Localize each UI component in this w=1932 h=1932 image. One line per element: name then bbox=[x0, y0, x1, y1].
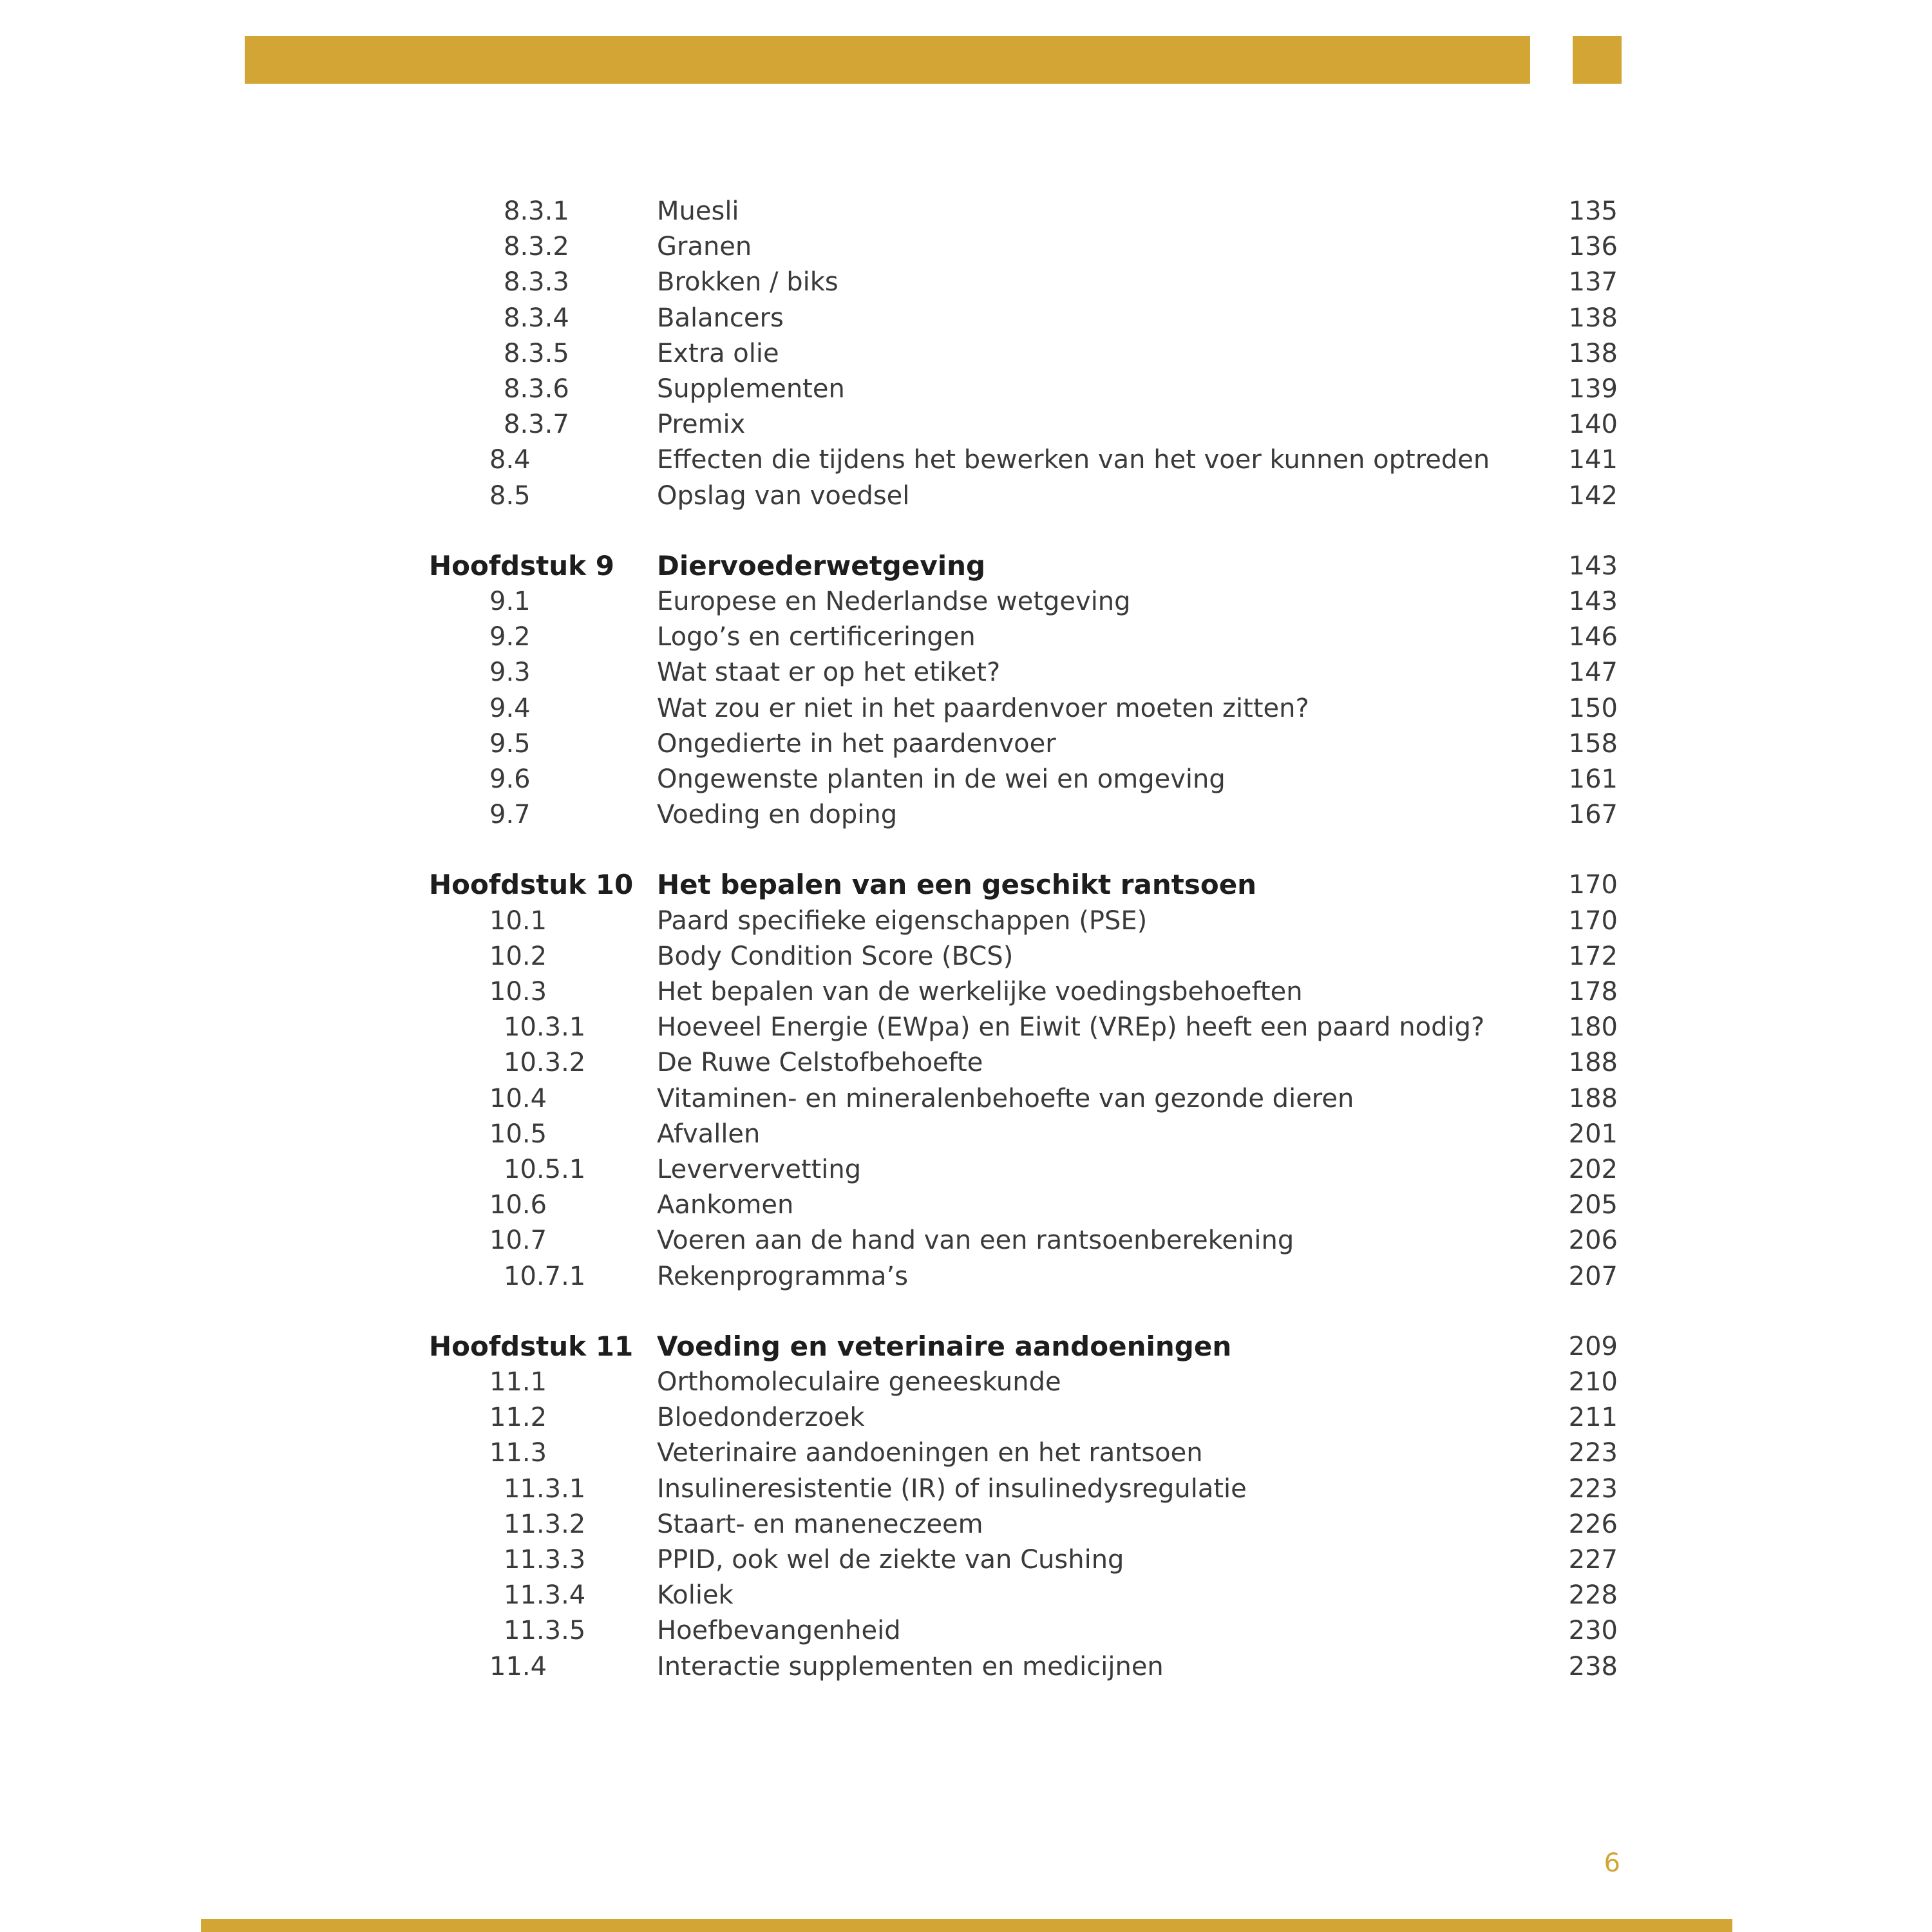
toc-entry-title: Body Condition Score (BCS) bbox=[657, 942, 1014, 971]
toc-entry-title: Wat staat er op het etiket? bbox=[657, 658, 1001, 687]
toc-entry-page: 223 bbox=[1568, 1438, 1618, 1468]
toc-entry-row bbox=[0, 1081, 1932, 1117]
toc-entry-page: 170 bbox=[1568, 870, 1618, 900]
toc-entry-page: 238 bbox=[1568, 1652, 1618, 1681]
toc-entry-page: 161 bbox=[1568, 764, 1618, 794]
toc-entry-page: 210 bbox=[1568, 1367, 1618, 1397]
toc-entry-page: 172 bbox=[1568, 942, 1618, 971]
toc-entry-number: Hoofdstuk 10 bbox=[429, 869, 634, 900]
toc-entry-number: 10.5.1 bbox=[504, 1155, 586, 1184]
toc-entry-row bbox=[0, 1613, 1932, 1649]
top-accent-bar bbox=[245, 36, 1530, 84]
toc-entry-row bbox=[0, 1471, 1932, 1507]
toc-entry-number: 10.7.1 bbox=[504, 1262, 586, 1291]
toc-entry-row bbox=[0, 726, 1932, 762]
toc-entry-page: 143 bbox=[1568, 587, 1618, 616]
toc-entry-row bbox=[0, 1187, 1932, 1223]
toc-entry-title: Diervoederwetgeving bbox=[657, 550, 986, 582]
toc-entry-title: Premix bbox=[657, 410, 746, 439]
toc-entry-page: 180 bbox=[1568, 1012, 1618, 1042]
toc-entry-number: 8.3.2 bbox=[504, 232, 569, 261]
toc-entry-row bbox=[0, 1151, 1932, 1188]
toc-entry-row bbox=[0, 336, 1932, 372]
toc-entry-page: 223 bbox=[1568, 1474, 1618, 1504]
toc-entry-row bbox=[0, 654, 1932, 690]
toc-entry-number: 10.7 bbox=[489, 1226, 547, 1255]
toc-entry-title: Hoefbevangenheid bbox=[657, 1616, 901, 1645]
toc-entry-row bbox=[0, 406, 1932, 442]
toc-entry-row bbox=[0, 1222, 1932, 1258]
toc-entry-number: 8.5 bbox=[489, 481, 531, 511]
toc-entry-row bbox=[0, 1542, 1932, 1578]
page-number: 6 bbox=[1604, 1848, 1620, 1878]
toc-entry-title: Paard specifieke eigenschappen (PSE) bbox=[657, 906, 1148, 936]
top-accent-block bbox=[1573, 36, 1622, 84]
toc-entry-title: Europese en Nederlandse wetgeving bbox=[657, 587, 1131, 616]
toc-chapter-row bbox=[0, 548, 1932, 584]
toc-entry-title: Granen bbox=[657, 232, 752, 261]
toc-entry-page: 147 bbox=[1568, 658, 1618, 687]
toc-entry-page: 140 bbox=[1568, 410, 1618, 439]
toc-entry-page: 138 bbox=[1568, 303, 1618, 333]
toc-entry-title: Insulineresistentie (IR) of insulinedysregulatie bbox=[657, 1474, 1247, 1504]
toc-entry-row bbox=[0, 1045, 1932, 1081]
toc-entry-row bbox=[0, 761, 1932, 797]
toc-entry-title: Rekenprogramma’s bbox=[657, 1262, 909, 1291]
toc-chapter-row bbox=[0, 1329, 1932, 1365]
toc-entry-number: 8.4 bbox=[489, 445, 531, 475]
toc-entry-row bbox=[0, 974, 1932, 1010]
toc-entry-title: Brokken / biks bbox=[657, 267, 838, 297]
toc-entry-title: Het bepalen van een geschikt rantsoen bbox=[657, 869, 1257, 900]
toc-entry-number: 9.7 bbox=[489, 800, 531, 829]
toc-entry-number: 9.6 bbox=[489, 764, 531, 794]
toc-entry-page: 206 bbox=[1568, 1226, 1618, 1255]
toc-entry-page: 205 bbox=[1568, 1190, 1618, 1220]
toc-entry-title: Extra olie bbox=[657, 339, 779, 368]
toc-entry-row bbox=[0, 797, 1932, 833]
toc-entry-title: Bloedonderzoek bbox=[657, 1403, 865, 1432]
toc-entry-number: 10.3.1 bbox=[504, 1012, 586, 1042]
toc-entry-number: 9.3 bbox=[489, 658, 531, 687]
toc-entry-title: Hoeveel Energie (EWpa) en Eiwit (VREp) heeft een paard nodig? bbox=[657, 1012, 1485, 1042]
toc-entry-row bbox=[0, 1506, 1932, 1542]
toc-entry-row bbox=[0, 229, 1932, 265]
toc-entry-title: Muesli bbox=[657, 196, 739, 226]
toc-entry-row bbox=[0, 371, 1932, 407]
toc-entry-number: 9.4 bbox=[489, 694, 531, 723]
toc-entry-number: 11.1 bbox=[489, 1367, 547, 1397]
toc-entry-number: 11.3.4 bbox=[504, 1580, 586, 1610]
toc-entry-row bbox=[0, 1009, 1932, 1045]
toc-entry-number: Hoofdstuk 9 bbox=[429, 550, 614, 582]
toc-entry-title: Supplementen bbox=[657, 374, 845, 404]
toc-entry-page: 188 bbox=[1568, 1084, 1618, 1113]
toc-entry-number: 9.5 bbox=[489, 729, 531, 759]
toc-entry-title: Ongedierte in het paardenvoer bbox=[657, 729, 1056, 759]
toc-entry-page: 136 bbox=[1568, 232, 1618, 261]
toc-entry-page: 188 bbox=[1568, 1048, 1618, 1077]
toc-entry-row bbox=[0, 264, 1932, 300]
toc-entry-page: 170 bbox=[1568, 906, 1618, 936]
toc-entry-title: Orthomoleculaire geneeskunde bbox=[657, 1367, 1061, 1397]
toc-entry-title: Voeren aan de hand van een rantsoenberekening bbox=[657, 1226, 1294, 1255]
toc-entry-number: 11.3.3 bbox=[504, 1545, 586, 1575]
toc-entry-number: 11.3 bbox=[489, 1438, 547, 1468]
toc-entry-title: Opslag van voedsel bbox=[657, 481, 910, 511]
toc-entry-page: 227 bbox=[1568, 1545, 1618, 1575]
toc-entry-title: Koliek bbox=[657, 1580, 734, 1610]
toc-entry-page: 207 bbox=[1568, 1262, 1618, 1291]
toc-entry-number: 8.3.7 bbox=[504, 410, 569, 439]
toc-entry-title: Voeding en veterinaire aandoeningen bbox=[657, 1331, 1232, 1362]
toc-entry-number: 9.2 bbox=[489, 622, 531, 652]
toc-entry-title: Voeding en doping bbox=[657, 800, 898, 829]
toc-entry-row bbox=[0, 1258, 1932, 1294]
toc-entry-title: Ongewenste planten in de wei en omgeving bbox=[657, 764, 1226, 794]
toc-entry-number: 10.1 bbox=[489, 906, 547, 936]
toc-entry-title: Aankomen bbox=[657, 1190, 794, 1220]
toc-entry-number: 8.3.4 bbox=[504, 303, 569, 333]
toc-entry-row bbox=[0, 583, 1932, 620]
toc-entry-page: 211 bbox=[1568, 1403, 1618, 1432]
toc-entry-number: 11.3.1 bbox=[504, 1474, 586, 1504]
toc-entry-page: 137 bbox=[1568, 267, 1618, 297]
toc-entry-number: Hoofdstuk 11 bbox=[429, 1331, 634, 1362]
toc-entry-page: 201 bbox=[1568, 1119, 1618, 1149]
toc-entry-title: Wat zou er niet in het paardenvoer moeten zitten? bbox=[657, 694, 1309, 723]
toc-entry-page: 209 bbox=[1568, 1332, 1618, 1361]
toc-entry-title: Logo’s en certificeringen bbox=[657, 622, 976, 652]
toc-entry-number: 11.4 bbox=[489, 1652, 547, 1681]
toc-entry-title: PPID, ook wel de ziekte van Cushing bbox=[657, 1545, 1124, 1575]
toc-entry-row bbox=[0, 193, 1932, 229]
toc-entry-page: 142 bbox=[1568, 481, 1618, 511]
toc-entry-number: 10.4 bbox=[489, 1084, 547, 1113]
toc-entry-page: 158 bbox=[1568, 729, 1618, 759]
toc-entry-title: Interactie supplementen en medicijnen bbox=[657, 1652, 1164, 1681]
toc-entry-number: 8.3.6 bbox=[504, 374, 569, 404]
toc-entry-page: 150 bbox=[1568, 694, 1618, 723]
toc-entry-page: 228 bbox=[1568, 1580, 1618, 1610]
toc-entry-title: Balancers bbox=[657, 303, 784, 333]
toc-entry-number: 10.2 bbox=[489, 942, 547, 971]
toc-entry-page: 139 bbox=[1568, 374, 1618, 404]
toc-entry-row bbox=[0, 690, 1932, 726]
toc-chapter-row bbox=[0, 867, 1932, 903]
toc-entry-row bbox=[0, 1649, 1932, 1685]
toc-entry-number: 9.1 bbox=[489, 587, 531, 616]
toc-entry-number: 11.3.2 bbox=[504, 1510, 586, 1539]
toc-entry-page: 146 bbox=[1568, 622, 1618, 652]
toc-entry-number: 10.3.2 bbox=[504, 1048, 586, 1077]
bottom-accent-bar bbox=[201, 1919, 1732, 1932]
toc-entry-title: Leververvetting bbox=[657, 1155, 862, 1184]
toc-entry-row bbox=[0, 1116, 1932, 1152]
toc-entry-title: De Ruwe Celstofbehoefte bbox=[657, 1048, 983, 1077]
toc-entry-row bbox=[0, 478, 1932, 514]
toc-entry-page: 143 bbox=[1568, 551, 1618, 581]
toc-entry-title: Veterinaire aandoeningen en het rantsoen bbox=[657, 1438, 1203, 1468]
toc-entry-title: Effecten die tijdens het bewerken van het voer kunnen optreden bbox=[657, 445, 1490, 475]
toc-entry-row bbox=[0, 1399, 1932, 1435]
toc-entry-number: 10.6 bbox=[489, 1190, 547, 1220]
toc-entry-row bbox=[0, 1577, 1932, 1613]
toc-entry-number: 10.5 bbox=[489, 1119, 547, 1149]
toc-entry-page: 138 bbox=[1568, 339, 1618, 368]
toc-entry-number: 11.2 bbox=[489, 1403, 547, 1432]
toc-entry-title: Het bepalen van de werkelijke voedingsbehoeften bbox=[657, 977, 1303, 1007]
toc-entry-page: 226 bbox=[1568, 1510, 1618, 1539]
toc-entry-page: 202 bbox=[1568, 1155, 1618, 1184]
toc-entry-page: 230 bbox=[1568, 1616, 1618, 1645]
toc-entry-row bbox=[0, 1435, 1932, 1471]
toc-entry-number: 10.3 bbox=[489, 977, 547, 1007]
toc-entry-row bbox=[0, 442, 1932, 478]
toc-entry-row bbox=[0, 1364, 1932, 1400]
toc-entry-page: 178 bbox=[1568, 977, 1618, 1007]
toc-entry-number: 8.3.5 bbox=[504, 339, 569, 368]
toc-entry-page: 167 bbox=[1568, 800, 1618, 829]
toc-entry-title: Afvallen bbox=[657, 1119, 761, 1149]
toc-entry-row bbox=[0, 938, 1932, 974]
toc-entry-number: 8.3.3 bbox=[504, 267, 569, 297]
toc-entry-page: 135 bbox=[1568, 196, 1618, 226]
toc-entry-number: 8.3.1 bbox=[504, 196, 569, 226]
toc-entry-title: Vitaminen- en mineralenbehoefte van gezonde dieren bbox=[657, 1084, 1354, 1113]
toc-entry-page: 141 bbox=[1568, 445, 1618, 475]
toc-entry-number: 11.3.5 bbox=[504, 1616, 586, 1645]
toc-entry-row bbox=[0, 903, 1932, 939]
toc-entry-row bbox=[0, 619, 1932, 655]
toc-entry-title: Staart- en maneneczeem bbox=[657, 1510, 983, 1539]
toc-entry-row bbox=[0, 300, 1932, 336]
